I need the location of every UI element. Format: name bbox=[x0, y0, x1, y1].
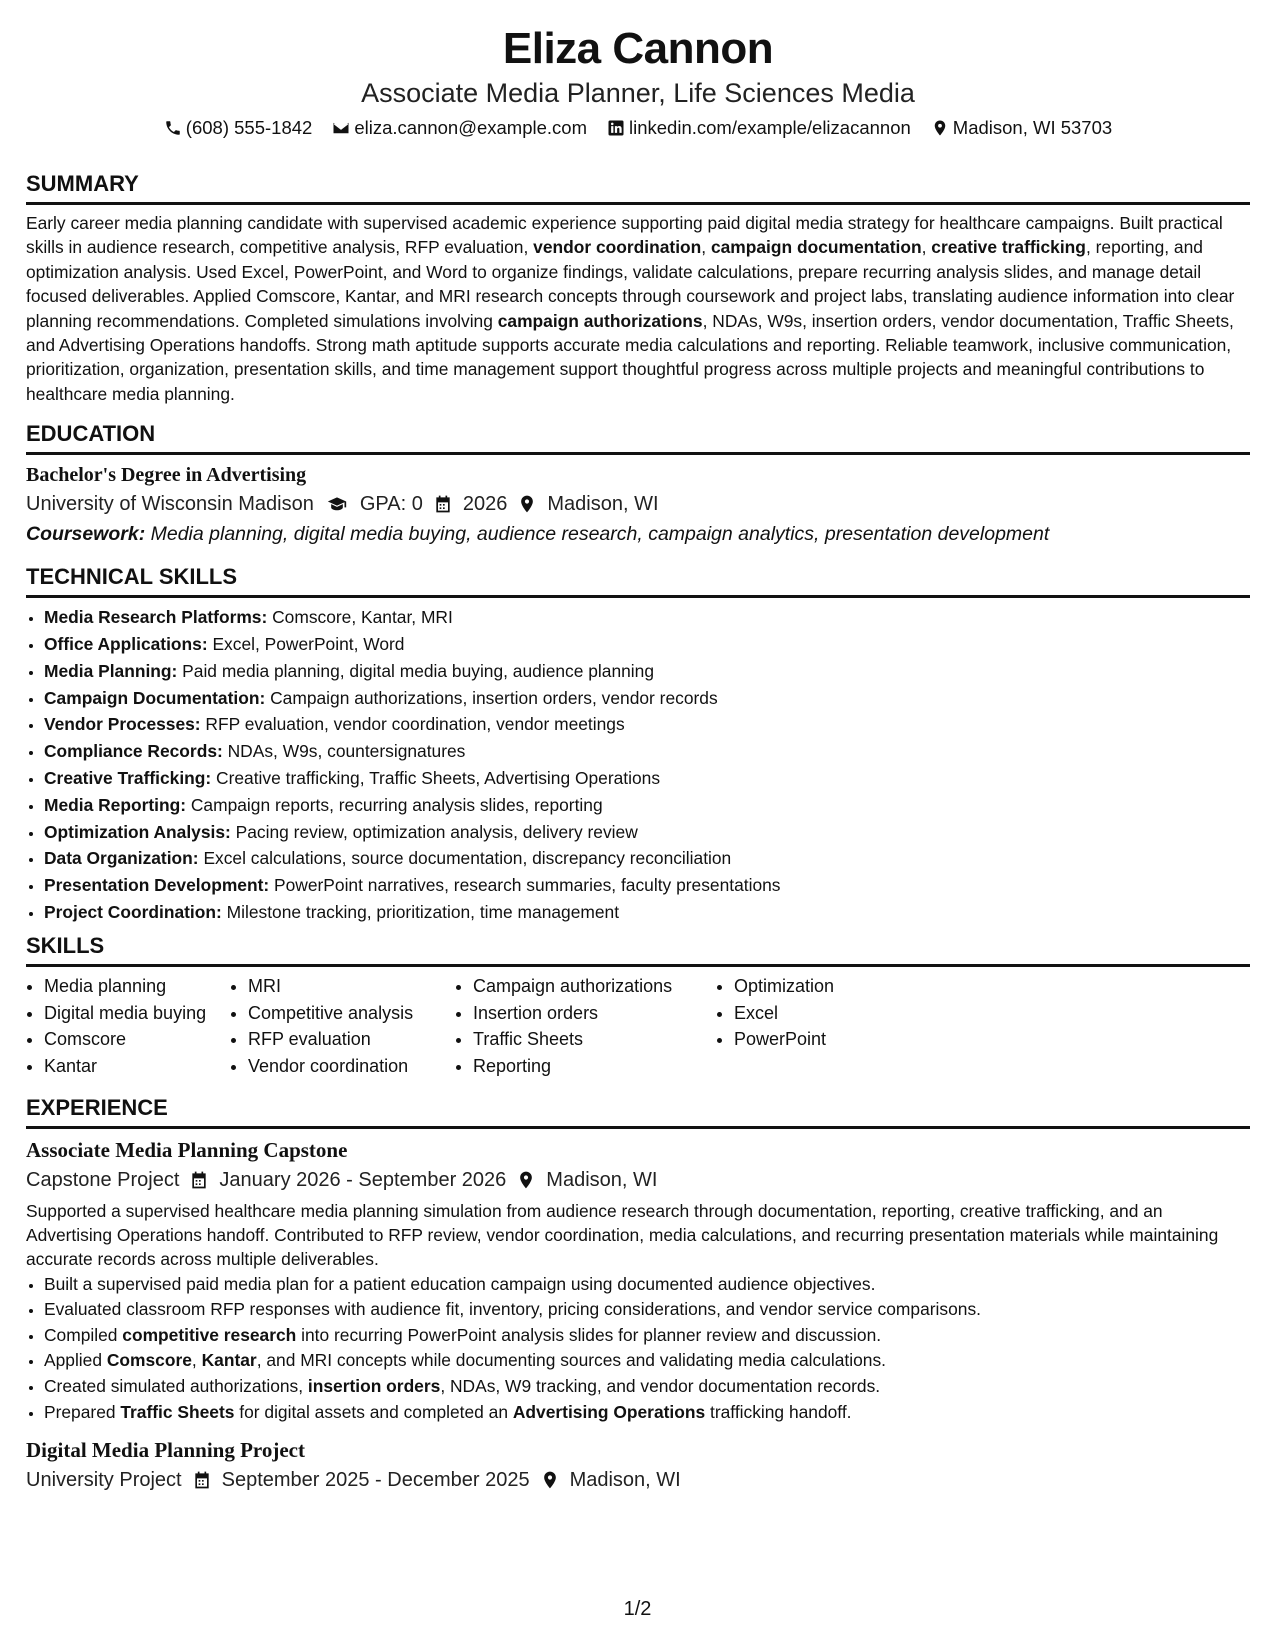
summary-part: , bbox=[701, 237, 711, 258]
technical-skill-item bbox=[44, 604, 1250, 631]
technical-skill-label: Media Research Platforms: bbox=[44, 607, 268, 628]
technical-skill-item bbox=[44, 845, 1250, 872]
graduation-cap-icon bbox=[324, 494, 350, 514]
experience-org: University Project bbox=[26, 1469, 182, 1492]
school-name: University of Wisconsin Madison bbox=[26, 493, 314, 516]
bullet-highlight: insertion orders bbox=[307, 1375, 441, 1396]
summary-section bbox=[26, 170, 1250, 406]
technical-skill-label: Data Organization: bbox=[44, 848, 199, 869]
technical-skill-value: PowerPoint narratives, research summaries, faculty presentations bbox=[269, 875, 781, 896]
bullet-highlight: Kantar bbox=[201, 1350, 257, 1371]
skills-heading: SKILLS bbox=[26, 932, 105, 958]
bullet-highlight: competitive research bbox=[122, 1324, 297, 1345]
experience-bullet bbox=[44, 1374, 1250, 1400]
calendar-icon bbox=[189, 1170, 209, 1190]
technical-skill-label: Media Planning: bbox=[44, 660, 178, 681]
technical-skill-value: Milestone tracking, prioritization, time management bbox=[221, 902, 620, 923]
page-number: 1/2 bbox=[623, 1598, 652, 1620]
bullet-text: trafficking handoff. bbox=[705, 1401, 852, 1422]
bullet-text: Evaluated classroom RFP responses with audience fit, inventory, pricing considerations, and vendor service comparisons. bbox=[44, 1299, 981, 1320]
bullet-highlight: Advertising Operations bbox=[512, 1401, 706, 1422]
map-pin-icon bbox=[931, 119, 949, 137]
experience-heading: EXPERIENCE bbox=[26, 1095, 168, 1120]
experience-dates: January 2026 - September 2026 bbox=[219, 1169, 507, 1191]
skill-item: • PowerPoint bbox=[734, 1026, 934, 1053]
skills-grid bbox=[26, 973, 1250, 1080]
coursework-label: Coursework: bbox=[26, 523, 146, 546]
section-divider bbox=[26, 452, 1250, 455]
experience-location: Madison, WI bbox=[569, 1469, 681, 1492]
skill-item: • Excel bbox=[734, 1000, 934, 1027]
technical-skill-value: Pacing review, optimization analysis, delivery review bbox=[230, 821, 638, 842]
technical-skill-item bbox=[44, 685, 1250, 712]
technical-skill-value: NDAs, W9s, countersignatures bbox=[222, 741, 466, 762]
technical-skill-label: Optimization Analysis: bbox=[44, 821, 231, 842]
skills-column bbox=[26, 973, 230, 1080]
technical-skill-item bbox=[44, 738, 1250, 765]
experience-location: Madison, WI bbox=[546, 1169, 658, 1191]
technical-skill-value: Comscore, Kantar, MRI bbox=[267, 607, 453, 628]
email-text: eliza.cannon@example.com bbox=[354, 117, 587, 138]
contact-location bbox=[931, 116, 1112, 140]
coursework bbox=[26, 519, 1250, 549]
skills-section bbox=[26, 932, 1250, 1080]
skill-item: • RFP evaluation bbox=[248, 1026, 455, 1053]
calendar-icon bbox=[433, 494, 453, 514]
experience-meta bbox=[26, 1465, 1250, 1495]
experience-title: Digital Media Planning Project bbox=[26, 1438, 305, 1463]
technical-skill-item bbox=[44, 711, 1250, 738]
technical-skills-list bbox=[26, 604, 1250, 926]
technical-skill-item bbox=[44, 899, 1250, 926]
summary-highlight: creative trafficking bbox=[931, 237, 1086, 258]
technical-skill-item bbox=[44, 631, 1250, 658]
section-divider bbox=[26, 202, 1250, 205]
section-divider bbox=[26, 1126, 1250, 1129]
technical-skill-value: Excel, PowerPoint, Word bbox=[207, 634, 405, 655]
technical-skill-label: Presentation Development: bbox=[44, 875, 270, 896]
technical-skill-value: Campaign reports, recurring analysis slides, reporting bbox=[186, 794, 603, 815]
skills-column bbox=[716, 973, 934, 1080]
technical-skill-label: Media Reporting: bbox=[44, 794, 187, 815]
map-pin-icon bbox=[517, 494, 537, 514]
bullet-highlight: Comscore bbox=[106, 1350, 192, 1371]
graduation-year: 2026 bbox=[462, 493, 508, 516]
skill-item: • Competitive analysis bbox=[248, 1000, 455, 1027]
contact-email[interactable] bbox=[332, 116, 587, 140]
phone-icon bbox=[164, 119, 182, 137]
summary-part: , NDAs, W9s, insertion orders, vendor documentation, Traffic Sheets, and Advertising Operations handoffs. Strong math aptitude supports accurate media calculations and reporting. Reliable teamwork, inclusive communication, prioritization, organization, presentation skills, and time management support thoughtful progress across multiple projects and meaningful contributions to healthcare media planning. bbox=[26, 310, 1234, 404]
bullet-text: for digital assets and completed an bbox=[234, 1401, 513, 1422]
contact-linkedin[interactable] bbox=[607, 116, 911, 140]
skill-item: • Media planning bbox=[44, 973, 230, 1000]
envelope-icon bbox=[332, 119, 350, 137]
summary-part: Early career media planning candidate with supervised academic experience supporting paid digital media strategy for healthcare campaigns. Built practical skills in audience research, competitive analysis, RFP evaluation, bbox=[26, 213, 1223, 258]
bullet-text: , and MRI concepts while documenting sources and validating media calculations. bbox=[256, 1350, 886, 1371]
bullet-text: Compiled bbox=[44, 1324, 123, 1345]
experience-section bbox=[26, 1094, 1250, 1495]
summary-part: , reporting, and optimization analysis. Used Excel, PowerPoint, and Word to organize findings, validate calculations, prepare recurring analysis slides, and manage detail focused deliverables. Applied Comscore, Kantar, and MRI research concepts through coursework and project labs, translating audience information into clear planning recommendations. Completed simulations involving bbox=[26, 237, 1235, 331]
technical-skill-item bbox=[44, 658, 1250, 685]
technical-skill-value: Excel calculations, source documentation, discrepancy reconciliation bbox=[198, 848, 732, 869]
technical-skill-label: Office Applications: bbox=[44, 634, 208, 655]
technical-skill-label: Vendor Processes: bbox=[44, 714, 201, 735]
map-pin-icon bbox=[540, 1470, 560, 1490]
skill-item: • Comscore bbox=[44, 1026, 230, 1053]
experience-bullet bbox=[44, 1297, 1250, 1323]
technical-skill-item bbox=[44, 792, 1250, 819]
technical-skill-label: Campaign Documentation: bbox=[44, 687, 266, 708]
skill-item: • Traffic Sheets bbox=[473, 1026, 716, 1053]
skills-column bbox=[230, 973, 455, 1080]
summary-heading: SUMMARY bbox=[26, 171, 139, 196]
contact-bar bbox=[26, 116, 1250, 140]
linkedin-text: linkedin.com/example/elizacannon bbox=[629, 117, 911, 138]
experience-dates: September 2025 - December 2025 bbox=[221, 1469, 530, 1492]
bullet-text: Created simulated authorizations, bbox=[44, 1375, 308, 1396]
experience-meta bbox=[26, 1165, 1250, 1195]
skill-item: • MRI bbox=[248, 973, 455, 1000]
skills-column bbox=[455, 973, 716, 1080]
technical-skill-item bbox=[44, 872, 1250, 899]
location-text: Madison, WI 53703 bbox=[952, 117, 1113, 138]
bullet-highlight: Traffic Sheets bbox=[120, 1401, 235, 1422]
experience-bullets bbox=[26, 1272, 1250, 1426]
summary-highlight: vendor coordination bbox=[533, 237, 702, 258]
technical-skill-value: RFP evaluation, vendor coordination, vendor meetings bbox=[200, 714, 625, 735]
technical-skill-value: Campaign authorizations, insertion orders, vendor records bbox=[265, 687, 718, 708]
technical-skill-item bbox=[44, 819, 1250, 846]
education-section bbox=[26, 420, 1250, 549]
education-heading: EDUCATION bbox=[26, 421, 156, 447]
experience-bullet bbox=[44, 1272, 1250, 1298]
section-divider bbox=[26, 964, 1250, 967]
resume-page bbox=[26, 0, 1250, 1495]
technical-skills-section bbox=[26, 563, 1250, 926]
phone-text: (608) 555-1842 bbox=[185, 117, 313, 138]
experience-title: Associate Media Planning Capstone bbox=[26, 1138, 348, 1162]
skill-item: • Optimization bbox=[734, 973, 934, 1000]
bullet-text: Prepared bbox=[44, 1401, 121, 1422]
skill-item: • Digital media buying bbox=[44, 1000, 230, 1027]
technical-skill-label: Project Coordination: bbox=[44, 902, 222, 923]
summary-highlight: campaign authorizations bbox=[497, 310, 703, 331]
education-meta bbox=[26, 489, 1250, 519]
skill-item: • Vendor coordination bbox=[248, 1053, 455, 1080]
linkedin-icon bbox=[607, 119, 625, 137]
summary-highlight: campaign documentation bbox=[710, 237, 922, 258]
skill-item: • Kantar bbox=[44, 1053, 230, 1080]
contact-phone[interactable] bbox=[164, 116, 313, 140]
technical-skills-heading: TECHNICAL SKILLS bbox=[26, 564, 238, 590]
coursework-list: Media planning, digital media buying, audience research, campaign analytics, presentation development bbox=[150, 523, 1050, 546]
experience-bullet bbox=[44, 1400, 1250, 1426]
degree: Bachelor's Degree in Advertising bbox=[26, 464, 307, 487]
skill-item: • Reporting bbox=[473, 1053, 716, 1080]
bullet-text: into recurring PowerPoint analysis slides for planner review and discussion. bbox=[296, 1324, 882, 1345]
technical-skill-value: Creative trafficking, Traffic Sheets, Advertising Operations bbox=[211, 768, 661, 789]
technical-skill-item bbox=[44, 765, 1250, 792]
experience-bullet bbox=[44, 1323, 1250, 1349]
candidate-name: Eliza Cannon bbox=[502, 24, 774, 73]
education-location: Madison, WI bbox=[547, 493, 659, 516]
bullet-text: Applied bbox=[44, 1350, 107, 1371]
technical-skill-label: Compliance Records: bbox=[44, 741, 223, 762]
job-title: Associate Media Planner, Life Sciences Media bbox=[361, 78, 915, 108]
gpa: GPA: 0 bbox=[359, 493, 423, 516]
map-pin-icon bbox=[516, 1170, 536, 1190]
experience-org: Capstone Project bbox=[26, 1169, 180, 1191]
experience-entry bbox=[26, 1135, 1250, 1425]
summary-text bbox=[26, 211, 1250, 406]
skill-item: • Insertion orders bbox=[473, 1000, 716, 1027]
technical-skill-value: Paid media planning, digital media buying, audience planning bbox=[177, 660, 654, 681]
experience-description: Supported a supervised healthcare media planning simulation from audience research through documentation, reporting, creative trafficking, and an Advertising Operations handoff. Contributed to RFP review, vendor coordination, media calculations, and recurring presentation materials while maintaining accurate records across multiple deliverables. bbox=[26, 1201, 1219, 1270]
bullet-text: , NDAs, W9 tracking, and vendor documentation records. bbox=[440, 1375, 881, 1396]
experience-entry bbox=[26, 1435, 1250, 1495]
bullet-text: Built a supervised paid media plan for a patient education campaign using documented audience objectives. bbox=[44, 1273, 876, 1294]
experience-list bbox=[26, 1135, 1250, 1495]
calendar-icon bbox=[192, 1470, 212, 1490]
bullet-text: , bbox=[191, 1350, 202, 1371]
skill-item: • Campaign authorizations bbox=[473, 973, 716, 1000]
experience-bullet bbox=[44, 1348, 1250, 1374]
summary-part: , bbox=[921, 237, 932, 258]
section-divider bbox=[26, 595, 1250, 598]
technical-skill-label: Creative Trafficking: bbox=[44, 768, 212, 789]
